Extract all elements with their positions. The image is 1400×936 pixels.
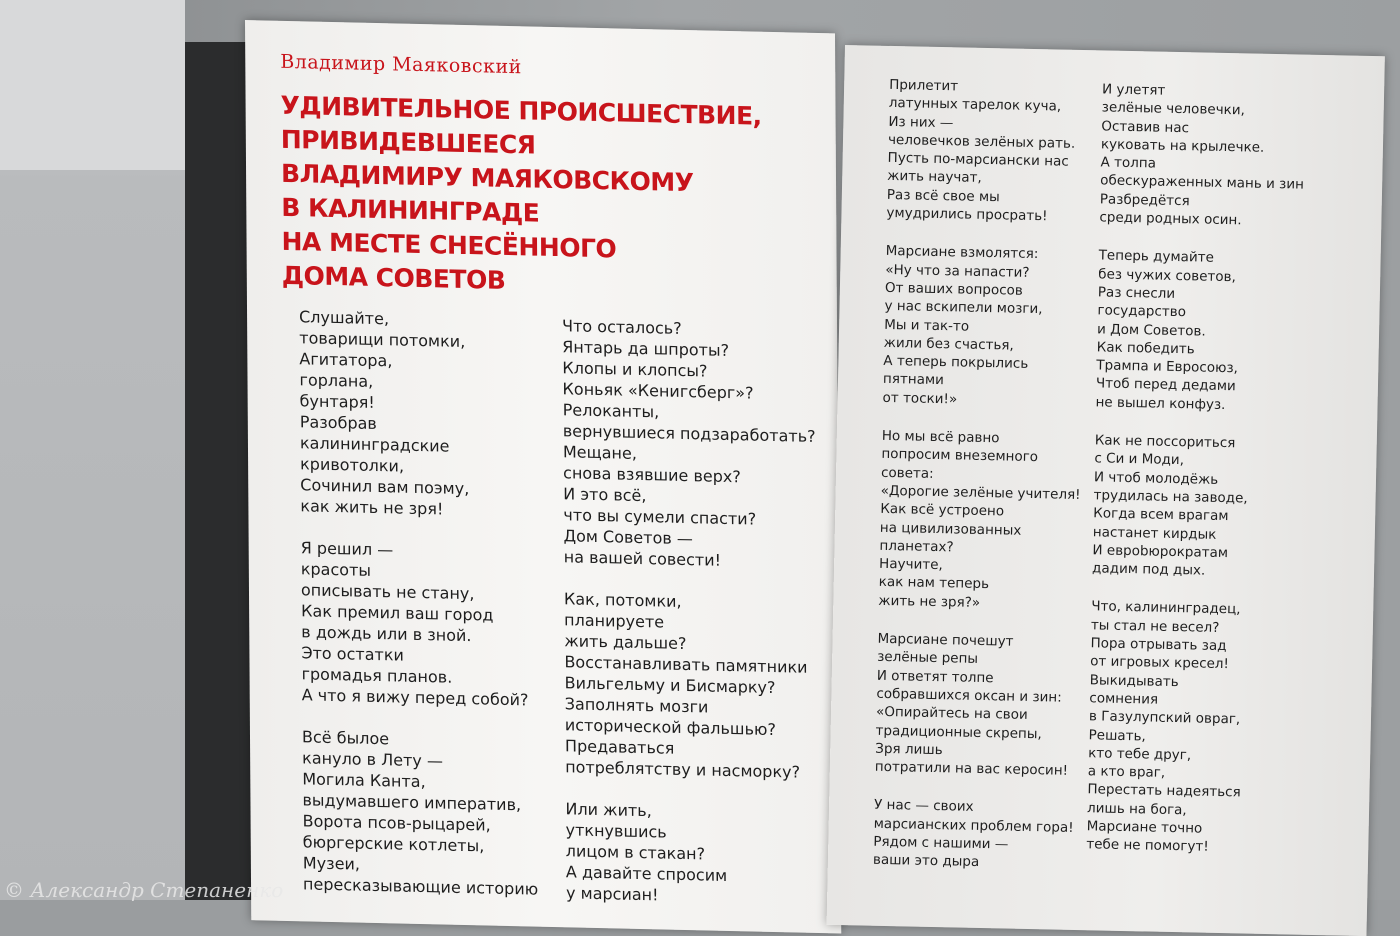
poem-line: что вы сумели спасти? [563,505,757,529]
poem-line: Чтоб перед дедами [1095,375,1236,395]
poem-line: Дом Советов — [563,526,693,549]
poem-line: жили без счастья, [883,334,1014,354]
poem-line: Марсиане взмолятся: [885,243,1039,263]
poem-stanza [1099,80,1306,231]
poem-line: Когда всем врагам [1093,505,1229,525]
poem-line: «Опирайтесь на свои [875,704,1028,724]
poem-line: Решать, [1088,726,1146,744]
poem-line: Мы и так-то [883,316,970,335]
poem-line: куковать на крылечке. [1100,136,1265,156]
poem-line: Трампа и Евросоюз, [1096,357,1239,377]
poem-line: традиционные скрепы, [875,722,1042,742]
poem-column-4 [1086,80,1306,878]
poem-stanza [564,588,818,783]
poem-line: у нас вскипели мозги, [884,298,1043,318]
poem-line: трудилась на заводе, [1093,487,1248,507]
poem-stanza [882,242,1085,411]
poem-line: как жить не зря! [300,496,444,519]
poem-line: «Дорогие зелёные учителя! [880,482,1081,503]
poem-line: красоты [300,559,372,580]
poem-line: лишь на бога, [1086,799,1187,819]
wall-left-light [0,0,185,170]
poem-line: лицом в стакан? [565,841,706,864]
poem-line: настанет кирдык [1092,523,1217,543]
poem-column-2 [562,315,819,930]
poem-line: Янтарь да шпроты? [562,337,730,360]
poem-stanza [1095,247,1302,416]
poem-line: Как победить [1096,339,1195,358]
photo-watermark: © Александр Степаненко [4,878,284,902]
poem-line: уткнувшись [565,820,667,842]
poem-line: А толпа [1100,154,1157,172]
poem-stanza [302,726,538,899]
poem-line: Раз снесли [1097,284,1176,302]
poem-stanza [562,315,817,573]
poem-line: латунных тарелок куча, [888,95,1062,115]
poem-line: Что осталось? [562,316,682,338]
poem-line: Сочинил вам поэму, [300,475,470,499]
poem-line: дадим под дых. [1091,560,1206,579]
poem-line: на цивилизованных [879,519,1022,539]
poem-line: Коньяк «Кенигсберг»? [562,379,754,403]
poem-line: Восстанавливать памятники [564,652,808,677]
poem-line: А теперь покрылись [883,353,1029,373]
poem-line: кривотолки, [300,454,405,476]
poem-line: государство [1097,302,1187,321]
poem-line: А давайте спросим [565,862,728,885]
poem-line: Как не поссориться [1094,432,1236,452]
poem-line: У нас — своих [873,797,974,816]
poem-line: Релоканты, [562,400,660,422]
poem-column-1 [299,306,538,920]
poem-stanza [873,796,1074,873]
poem-line: Марсиане точно [1086,818,1203,837]
poem-line: Как, потомки, [563,589,682,611]
poem-line: умудрились просрать! [886,204,1048,225]
poem-line: выдумавшего императив, [302,790,522,815]
poem-line: Я решил — [300,538,394,560]
poem-line: И улетят [1101,81,1166,99]
poem-line: ваши это дыра [872,852,980,871]
poem-line: описывать не стану, [300,580,475,604]
poem-line: жить научат, [887,168,982,187]
poem-line: Как премил ваш город [301,601,494,625]
poem-stanza [886,76,1089,227]
poem-line: Выкидывать [1089,671,1179,690]
poem-line: Это остатки [301,643,404,665]
poem-stanza [1092,431,1299,582]
poem-line: совета: [880,464,934,482]
poem-line: потреблятству и насморку? [565,757,801,782]
poem-line: товарищи потомки, [299,328,466,352]
poem-line: и Дом Советов. [1096,320,1206,340]
poem-line: Раз всё свое мы [886,186,1000,206]
poem-line: снова взявшие верх? [563,463,741,487]
poem-line: тебе не помогут! [1086,836,1209,856]
poem-line: И ответят толпе [876,667,994,686]
poem-line: Оставив нас [1101,117,1190,136]
poem-line: ты стал не весел? [1090,616,1220,636]
poem-line: планируете [564,610,665,632]
poem-line: бунтаря! [299,391,375,412]
poem-line: как нам теперь [878,574,990,593]
poem-line: не вышел конфуз. [1095,394,1226,413]
poem-line: в Газулупский овраг, [1088,708,1241,728]
poem-line: кто тебе друг, [1088,745,1192,764]
poem-line: Предаваться [564,736,675,758]
poem-stanza [878,427,1082,614]
poem-line: человечков зелёных рать. [887,131,1076,152]
poem-line: без чужих советов, [1098,266,1237,285]
poem-line: Агитатора, [299,349,393,371]
poem-line: сомнения [1089,690,1159,708]
poem-stanza [1086,598,1295,858]
poem-line: в дождь или в зной. [301,622,472,646]
poem-line: Марсиане почешут [877,630,1014,650]
poem-line: Клопы и клопсы? [562,358,708,381]
poem-line: Пора отрывать зад [1090,635,1227,655]
poem-line: Вильгельму и Бисмарку? [564,673,776,698]
poem-line: Мещане, [562,442,637,463]
poem-line: планетах? [879,537,954,556]
poem-line: Зря лишь [875,740,943,758]
poem-line: Заполнять мозги [564,694,709,717]
poem-line: кануло в Лету — [302,748,443,771]
board-edge-shadow [185,42,255,900]
poem-line: с Си и Моди, [1094,450,1185,469]
poem-board-2 [827,45,1385,936]
poem-line: И чтоб молодёжь [1093,468,1219,488]
poem-line: Но мы всё равно [881,427,1000,447]
poem-line: Научите, [878,555,943,574]
poem-line: Слушайте, [298,307,390,329]
poem-line: среди родных осин. [1099,209,1242,229]
poem-line: вернувшиеся подзаработать? [562,421,816,446]
poem-column-3 [872,76,1089,894]
poem-line: а кто враг, [1087,763,1166,781]
poem-line: пересказывающие историю [302,874,539,899]
title-line: ДОМА СОВЕТОВ [281,260,506,295]
poem-line: Ворота псов-рыцарей, [302,811,491,835]
poem-line: «Ну что за напасти? [885,261,1030,281]
poem-line: у марсиан! [565,883,659,905]
poem-line: Из них — [888,113,954,131]
poem-line: Музеи, [302,853,361,874]
poem-line: горлана, [299,370,374,391]
poem-line: А что я вижу перед собой? [301,685,529,710]
poem-line: Разобрав [299,412,377,434]
title-line: В КАЛИНИНГРАДЕ [281,192,540,228]
title-line: НА МЕСТЕ СНЕСЁННОГО [281,226,617,264]
poem-line: марсианских проблем гора! [873,815,1074,836]
poem-line: калининградские [299,433,450,456]
title-line: УДИВИТЕЛЬНОЕ ПРОИСШЕСТВИЕ, [280,90,762,131]
poem-board-1 [245,20,841,934]
poem-line: Рядом с нашими — [873,833,1009,853]
poem-line: Что, калининградец, [1091,598,1241,618]
poem-line: Прилетит [889,76,959,95]
poem-line: громадья планов. [301,664,453,687]
poem-line: Или жить, [565,799,652,821]
poem-line: пятнами [882,371,945,389]
poem-title [280,89,821,305]
poem-line: Пусть по-марсиански нас [887,150,1069,170]
poem-line: зелёные репы [877,649,979,668]
poem-line: Разбредётся [1099,191,1190,210]
poem-line: попросим внеземного [881,446,1039,466]
poem-line: И еврobюрократам [1092,542,1229,561]
title-line: ВЛАДИМИРУ МАЯКОВСКОМУ [280,158,694,198]
poem-line: Как всё устроено [880,501,1005,520]
poem-line: на вашей совести! [563,547,722,570]
poem-line: бюргерские котлеты, [302,832,485,856]
poem-line: И это всё, [563,484,647,506]
poem-line: От ваших вопросов [884,279,1023,299]
poem-line: Могила Канта, [302,769,426,792]
author-name: Владимир Маяковский [280,50,522,79]
poem-line: Перестать надеяться [1087,781,1241,801]
poem-line: зелёные человечки, [1101,99,1246,119]
title-line: ПРИВИДЕВШЕЕСЯ [280,124,536,160]
poem-line: исторической фальшью? [564,715,776,740]
poem-line: жить не зря?» [878,592,981,611]
poem-line: жить дальше? [564,631,687,654]
poem-stanza [875,630,1078,781]
poem-line: от тоски!» [882,389,958,408]
poem-line: Всё былое [301,727,390,749]
poem-line: обескураженных мань и зин [1100,172,1305,194]
poem-line: от игровых кресел! [1089,653,1230,673]
poem-line: собравшихся оксан и зин: [876,685,1062,706]
poem-line: Теперь думайте [1098,247,1215,267]
poem-stanza [301,537,537,710]
poem-stanza [299,306,536,521]
poem-stanza [565,798,819,909]
poem-line: потратили на вас керосин! [874,758,1069,779]
